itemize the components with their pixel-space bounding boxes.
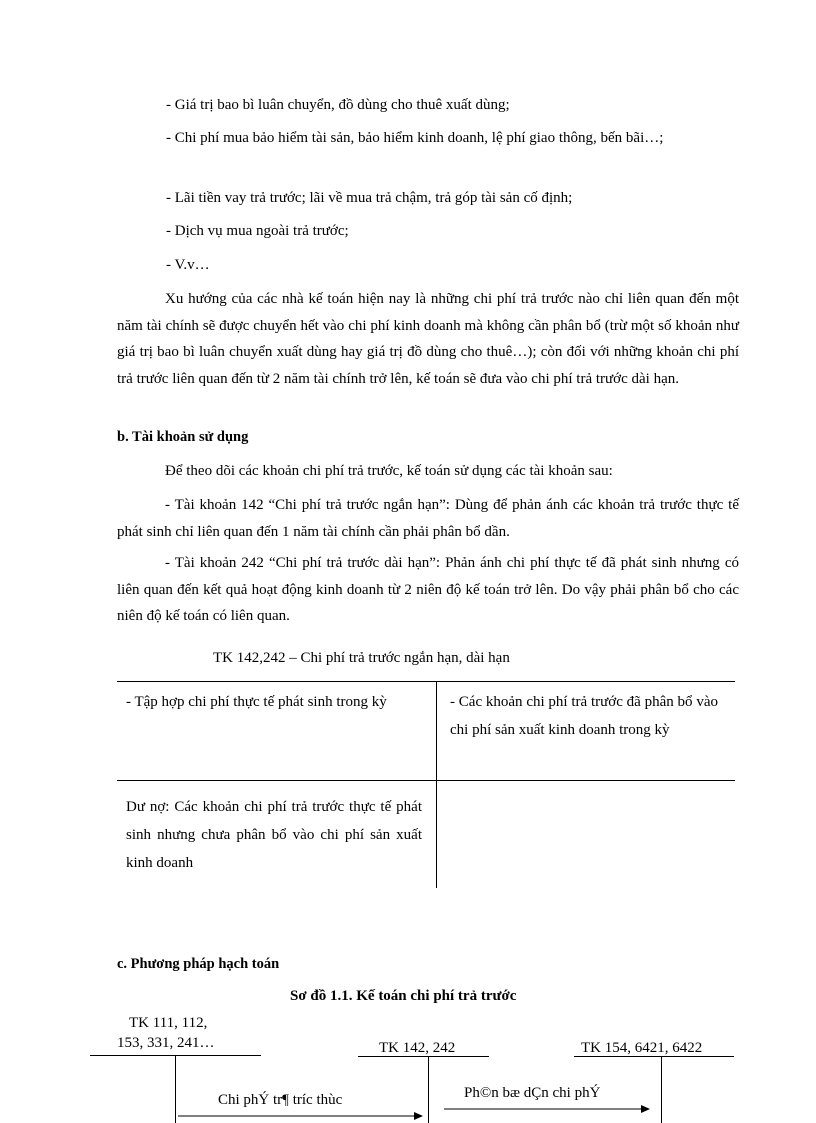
t-account-top-rule bbox=[117, 681, 735, 682]
middle-account-vertical bbox=[428, 1056, 429, 1123]
right-account-vertical bbox=[661, 1056, 662, 1123]
left-account-label-line2: 153, 331, 241… bbox=[117, 1035, 215, 1051]
list-item-etc: - V.v… bbox=[166, 257, 210, 273]
t-account-title: TK 142,242 – Chi phí trả trước ngắn hạn, dài hạn bbox=[213, 650, 510, 666]
t-account-debit-cell: - Tập hợp chi phí thực tế phát sinh trong kỳ bbox=[126, 694, 387, 710]
t-account-middle-rule bbox=[117, 780, 735, 781]
arrow2-label: Ph©n bæ dÇn chi phÝ bbox=[464, 1085, 601, 1101]
list-item-insurance: - Chi phí mua bảo hiểm tài sản, bảo hiểm kinh doanh, lệ phí giao thông, bến bãi…; bbox=[166, 130, 664, 146]
right-account-rule bbox=[574, 1056, 734, 1057]
account-242-paragraph: - Tài khoản 242 “Chi phí trả trước dài hạn”: Phản ánh chi phí thực tế đã phát sinh nhưng có liên quan đến kết quả hoạt động kinh doanh từ 2 niên độ kế toán trở lên. Do vậy phải phân bổ cho các niên độ kế toán có liên quan. bbox=[117, 555, 739, 624]
list-item-interest: - Lãi tiền vay trả trước; lãi về mua trả chậm, trả góp tài sản cố định; bbox=[166, 190, 573, 206]
list-item-services: - Dịch vụ mua ngoài trả trước; bbox=[166, 223, 349, 239]
t-account-credit-cell: - Các khoản chi phí trả trước đã phân bổ vào chi phí sản xuất kinh doanh trong kỳ bbox=[450, 694, 718, 738]
arrow2-icon bbox=[444, 1103, 650, 1115]
accounts-intro: Để theo dõi các khoản chi phí trả trước, kế toán sử dụng các tài khoản sau: bbox=[165, 463, 613, 479]
right-account-label: TK 154, 6421, 6422 bbox=[581, 1040, 703, 1056]
trend-paragraph: Xu hướng của các nhà kế toán hiện nay là những chi phí trả trước nào chỉ liên quan đến một năm tài chính sẽ được chuyển hết vào chi phí kinh doanh mà không cần phân bổ (trừ một số khoản như giá trị bao bì luân chuyển xuất dùng hay giá trị đồ dùng cho thuê…); còn đối với những khoản chi phí trả trước liên quan đến từ 2 năm tài chính trở lên, kế toán sẽ đưa vào chi phí trả trước dài hạn. bbox=[117, 291, 739, 387]
left-account-label-line1: TK 111, 112, bbox=[129, 1015, 208, 1031]
t-account-center-rule bbox=[436, 681, 437, 888]
account-142-paragraph: - Tài khoản 142 “Chi phí trả trước ngắn hạn”: Dùng để phản ánh các khoản trả trước thực tế phát sinh chỉ liên quan đến 1 năm tài chính cần phải phân bổ dần. bbox=[117, 497, 739, 540]
t-account-balance-cell: Dư nợ: Các khoản chi phí trả trước thực tế phát sinh nhưng chưa phân bổ vào chi phí sản xuất kinh doanh bbox=[126, 799, 422, 871]
heading-accounting-method: c. Phương pháp hạch toán bbox=[117, 956, 280, 972]
middle-account-label: TK 142, 242 bbox=[379, 1040, 456, 1056]
list-item-packaging: - Giá trị bao bì luân chuyển, đồ dùng cho thuê xuất dùng; bbox=[166, 97, 510, 113]
heading-accounts-used: b. Tài khoản sử dụng bbox=[117, 429, 249, 445]
arrow1-icon bbox=[178, 1110, 423, 1122]
middle-account-rule bbox=[358, 1056, 489, 1057]
left-account-vertical bbox=[175, 1055, 176, 1123]
arrow1-label: Chi phÝ tr¶ tríc thùc bbox=[218, 1092, 343, 1108]
diagram-title: Sơ đồ 1.1. Kế toán chi phí trả trước bbox=[290, 988, 517, 1004]
